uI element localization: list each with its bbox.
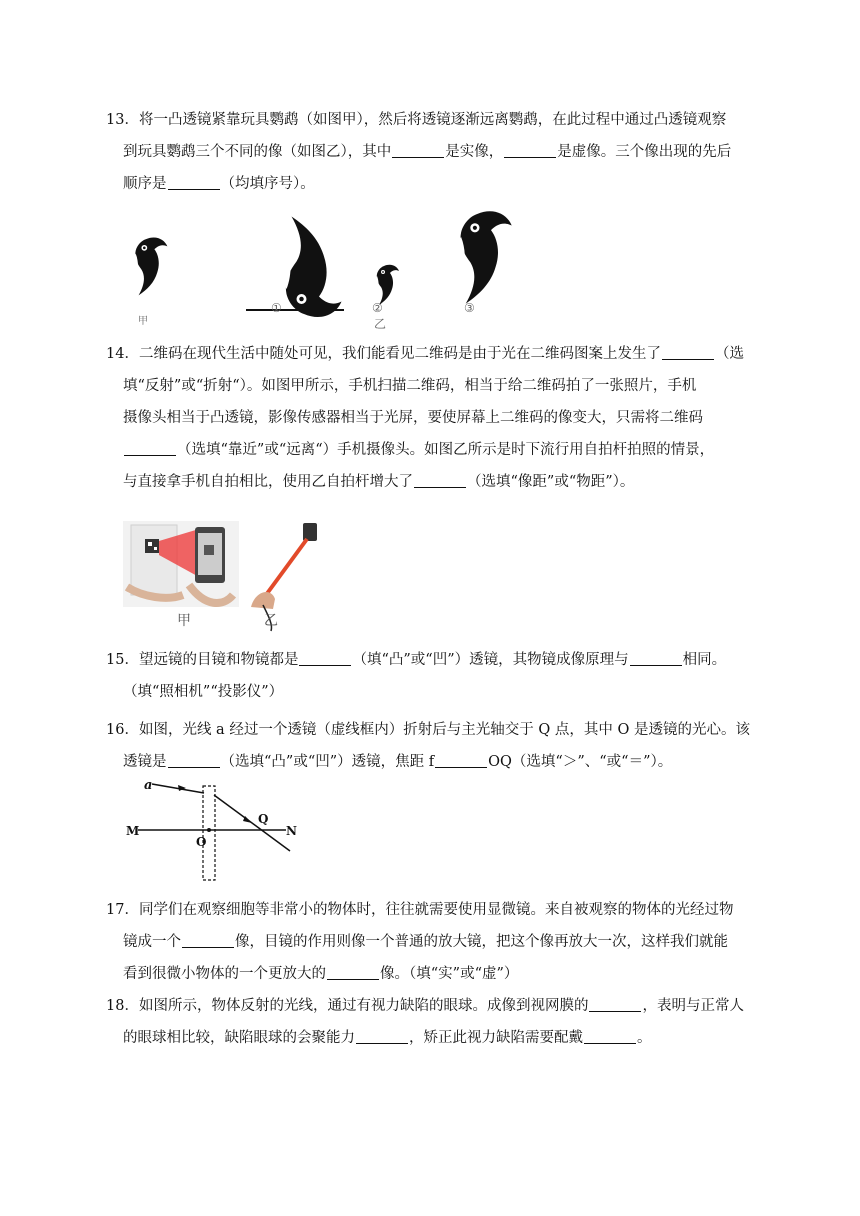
answer-blank[interactable] [589, 997, 641, 1012]
parrot-figure-1 [281, 217, 341, 317]
label-jia: 甲 [177, 613, 191, 629]
q14-line-3: 摄像头相当于凸透镜，影像传感器相当于光屏，要使屏幕上二维码的像变大，只需将二维码 [123, 410, 703, 426]
lens-box [203, 786, 215, 880]
q14-line-4: （选填“靠近”或“远离“）手机摄像头。如图乙所示是时下流行用自拍杆拍照的情景， [106, 434, 764, 466]
figure-lens-diagram [124, 780, 302, 884]
answer-blank[interactable] [584, 1029, 636, 1044]
label-3: ③ [464, 301, 475, 315]
answer-blank[interactable] [168, 753, 220, 768]
answer-blank[interactable] [356, 1029, 408, 1044]
label-jia: 甲 [138, 316, 148, 327]
photo-phone-scan [123, 521, 239, 629]
question-15 [106, 644, 764, 708]
question-17 [106, 894, 764, 990]
q13-line-2: 到玩具鹦鹉三个不同的像（如图乙），其中 是实像， 是虚像。三个像出现的先后 [123, 144, 732, 160]
answer-blank[interactable] [435, 753, 487, 768]
figure-parrots [118, 208, 523, 332]
label-2: ② [372, 301, 383, 315]
q17-line-1: 17．同学们在观察细胞等非常小的物体时，往往就需要使用显微镜。来自被观察的物体的光经过物 [106, 902, 734, 918]
answer-blank[interactable] [168, 175, 220, 190]
answer-blank[interactable] [124, 441, 176, 456]
label-N: N [286, 824, 297, 838]
label-M: M [126, 824, 140, 838]
parrot-figure-2 [375, 265, 399, 305]
answer-blank[interactable] [662, 345, 714, 360]
question-18 [106, 990, 764, 1054]
label-Q: Q [258, 812, 269, 826]
q13-line-3: 顺序是 （均填序号）。 [123, 176, 315, 192]
parrot-figure-3 [456, 211, 512, 303]
question-16 [106, 714, 764, 778]
label-yi: 乙 [374, 317, 387, 331]
label-O: O [196, 835, 207, 849]
parrot-figure-jia [133, 237, 168, 295]
q17-line-3: 看到很微小物体的一个更放大的 像。（填“实”或“虚”） [123, 966, 519, 982]
answer-blank[interactable] [504, 143, 556, 158]
label-yi: 乙 [264, 613, 278, 629]
q16-line-2: 透镜是 （选填“凸”或“凹”）透镜，焦距 f OQ（选填“＞”、“或“＝”）。 [123, 754, 673, 770]
answer-blank[interactable] [299, 651, 351, 666]
q14-line-5: 与直接拿手机自拍相比，使用乙自拍杆增大了 （选填“像距”或“物距”）。 [123, 474, 635, 490]
q14-line-1: 14．二维码在现代生活中随处可见，我们能看见二维码是由于光在二维码图案上发生了 （选 [106, 346, 744, 362]
answer-blank[interactable] [182, 933, 234, 948]
answer-blank[interactable] [392, 143, 444, 158]
answer-blank[interactable] [327, 965, 379, 980]
q16-line-1: 16．如图，光线 a 经过一个透镜（虚线框内）折射后与主光轴交于 Q 点，其中 O 是透镜的光心。该 [106, 722, 751, 738]
question-13 [106, 104, 764, 200]
q13-line-1: 13．将一凸透镜紧靠玩具鹦鹉（如图甲），然后将透镜逐渐远离鹦鹉，在此过程中通过凸透镜观察 [106, 112, 727, 128]
answer-blank[interactable] [630, 651, 682, 666]
q17-line-2: 镜成一个 像，目镜的作用则像一个普通的放大镜，把这个像再放大一次，这样我们就能 [123, 934, 728, 950]
label-1: ① [271, 301, 282, 315]
q15-line-1: 15．望远镜的目镜和物镜都是 （填“凸”或“凹”）透镜，其物镜成像原理与 相同。 [106, 652, 727, 668]
answer-blank[interactable] [414, 473, 466, 488]
question-14 [106, 338, 764, 498]
ray-a-incident [152, 784, 204, 793]
q18-line-2: 的眼球相比较，缺陷眼球的会聚能力 ，矫正此视力缺陷需要配戴 。 [123, 1030, 652, 1046]
label-a: a [144, 780, 153, 793]
photo-selfie-stick [247, 521, 327, 631]
q15-line-2: （填“照相机”“投影仪”） [123, 684, 284, 700]
figure-qr-selfie [123, 521, 328, 633]
q18-line-1: 18．如图所示，物体反射的光线，通过有视力缺陷的眼球。成像到视网膜的 ，表明与正常人 [106, 998, 744, 1014]
q14-line-2: 填“反射”或“折射“）。如图甲所示，手机扫描二维码，相当于给二维码拍了一张照片，手机 [123, 378, 697, 394]
